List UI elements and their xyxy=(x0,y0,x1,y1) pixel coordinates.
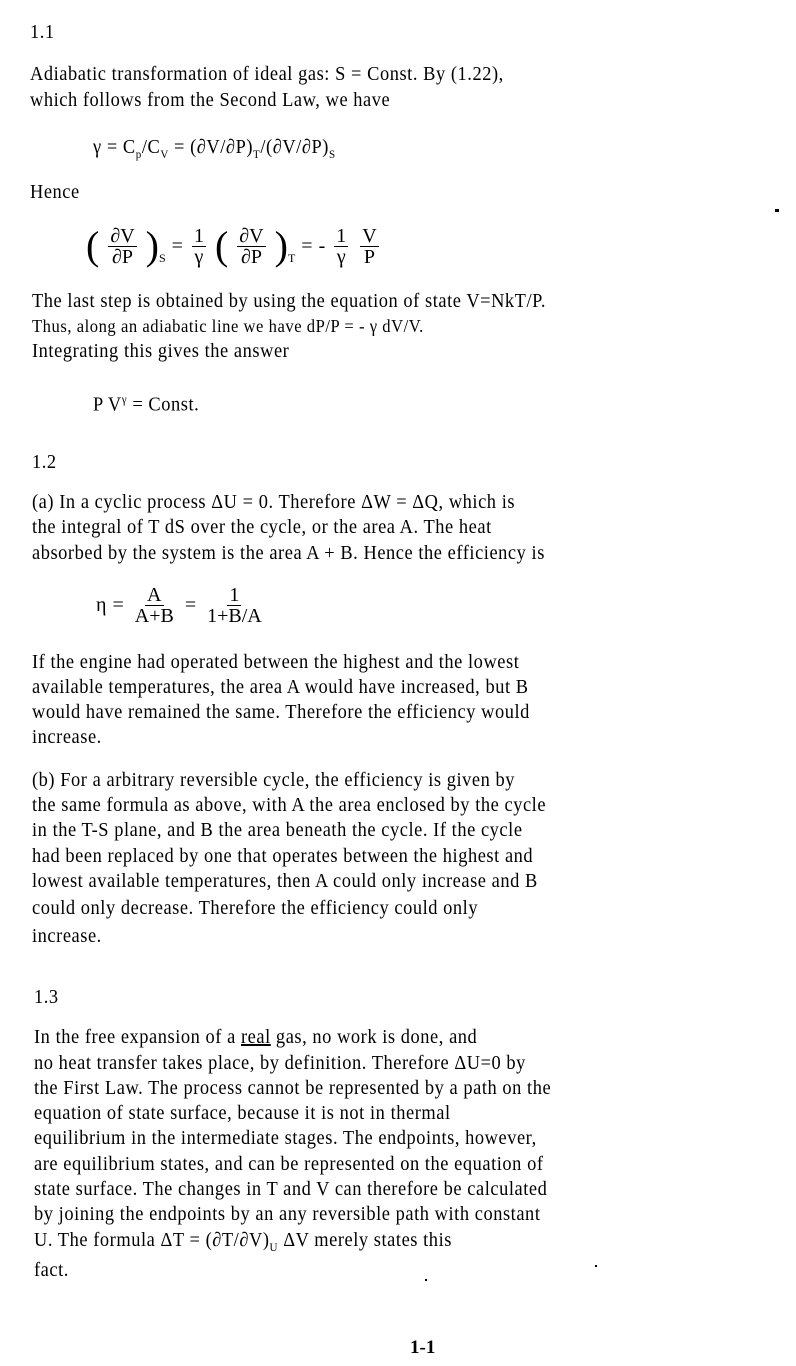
paragraph-line: lowest available temperatures, then A could only increase and B xyxy=(32,870,538,892)
formula-line: U. The formula $\Delta T = (\partial T/\partial V)_U$ ΔV merely states this xyxy=(34,1229,452,1254)
scan-speck xyxy=(425,1279,427,1281)
section-heading-1-1: 1.1 xyxy=(30,21,55,43)
underlined-word: real xyxy=(241,1026,271,1048)
paragraph-line: by joining the endpoints by an any reversible path with constant xyxy=(34,1203,541,1225)
paragraph-line: in the T-S plane, and B the area beneath the cycle. If the cycle xyxy=(32,819,523,841)
paragraph-line: could only decrease. Therefore the efficiency could only xyxy=(32,897,479,919)
equation-gamma-definition: $\gamma = C_p/C_V = (\partial V/\partial P)_T/(\partial V/\partial P)_S$ xyxy=(93,136,336,161)
fraction: $\frac{1}{1+B/A}$ xyxy=(207,584,262,627)
paragraph-line: the First Law. The process cannot be represented by a path on the xyxy=(34,1077,552,1099)
left-paren: ( xyxy=(86,223,100,268)
paragraph-line: which follows from the Second Law, we have xyxy=(30,89,391,111)
scan-speck xyxy=(775,209,779,212)
paragraph-line: had been replaced by one that operates between the highest and xyxy=(32,845,534,867)
paragraph-line: increase. xyxy=(32,925,102,947)
paragraph-line: (b) For a arbitrary reversible cycle, the efficiency is given by xyxy=(32,769,516,791)
right-paren: ) xyxy=(274,223,288,268)
paragraph-line: The last step is obtained by using the equation of state V=NkT/P. xyxy=(32,290,547,312)
paragraph-line: Thus, along an adiabatic line we have dP/P = - γ dV/V. xyxy=(32,316,424,336)
paragraph-line: (a) In a cyclic process ΔU = 0. Therefore ΔW = ΔQ, which is xyxy=(32,491,516,513)
paragraph-line: Integrating this gives the answer xyxy=(32,340,290,362)
hence-label: Hence xyxy=(30,181,80,203)
equation-efficiency: η = $\frac{A}{A+B}$ = $\frac{1}{1+B/A}$ xyxy=(96,584,262,627)
page-number: 1-1 xyxy=(410,1337,436,1358)
paragraph-line: state surface. The changes in T and V can therefore be calculated xyxy=(34,1178,548,1200)
fraction: $\frac{\partial V}{\partial P}$ xyxy=(239,224,264,268)
paragraph-line: are equilibrium states, and can be represented on the equation of xyxy=(34,1153,544,1175)
equation-pv-gamma: P $V^\gamma$ = Const. xyxy=(93,392,200,416)
section-heading-1-2: 1.2 xyxy=(32,451,57,473)
section-heading-1-3: 1.3 xyxy=(34,986,59,1008)
fraction: $\frac{1}{\gamma}$ xyxy=(336,224,347,268)
paragraph-line: fact. xyxy=(34,1259,69,1281)
paragraph-line: no heat transfer takes place, by definition. Therefore ΔU=0 by xyxy=(34,1052,526,1074)
paragraph-line: equilibrium in the intermediate stages. The endpoints, however, xyxy=(34,1127,537,1149)
scan-speck xyxy=(595,1265,597,1267)
right-paren: ) xyxy=(145,223,159,268)
paragraph-line: In the free expansion of a real gas, no work is done, and xyxy=(34,1026,478,1048)
fraction: $\frac{1}{\gamma}$ xyxy=(193,224,204,268)
paragraph-line: the same formula as above, with A the area enclosed by the cycle xyxy=(32,794,547,816)
fraction: $\frac{\partial V}{\partial P}$ xyxy=(110,224,135,268)
fraction: $\frac{V}{P}$ xyxy=(362,224,377,268)
left-paren: ( xyxy=(214,223,229,268)
paragraph-line: absorbed by the system is the area A + B. Hence the efficiency is xyxy=(32,542,545,564)
paragraph-line: Adiabatic transformation of ideal gas: S = Const. By (1.22), xyxy=(30,63,504,85)
equation-adiabatic-derivative: ( $\frac{\partial V}{\partial P}$ ) $_S$ = $\frac{1}{\gamma}$ ( $\frac{\partial V}{\partial P}$ ) $_T$ = - $\frac{1}{\gamma}$ $\frac{V}{P}$ xyxy=(86,223,377,268)
fraction: $\frac{A}{A+B}$ xyxy=(134,584,174,627)
paragraph-line: would have remained the same. Therefore the efficiency would xyxy=(32,701,530,723)
paragraph-line: increase. xyxy=(32,726,102,748)
paragraph-line: available temperatures, the area A would have increased, but B xyxy=(32,676,529,698)
paragraph-line: equation of state surface, because it is not in thermal xyxy=(34,1102,451,1124)
paragraph-line: the integral of T dS over the cycle, or the area A. The heat xyxy=(32,516,492,538)
paragraph-line: If the engine had operated between the highest and the lowest xyxy=(32,651,520,673)
